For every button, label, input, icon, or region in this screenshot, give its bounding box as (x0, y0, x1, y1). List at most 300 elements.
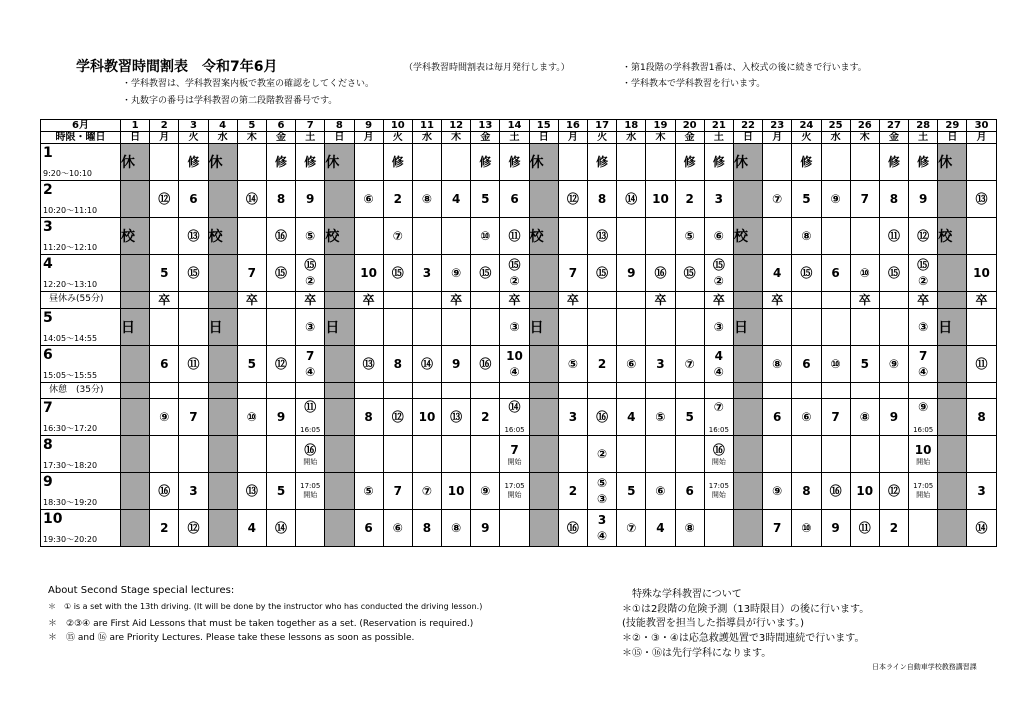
cell-content (150, 144, 178, 180)
cell-content (851, 473, 879, 509)
lesson-cell (821, 181, 850, 218)
lesson-number: 5 (685, 410, 694, 424)
closed-cell (529, 399, 558, 436)
closed-cell (733, 510, 762, 547)
lesson-cell (704, 255, 733, 292)
cell-content (588, 181, 616, 217)
period-label-cell (41, 383, 121, 399)
day-number: 2 (150, 120, 179, 132)
day-number: 18 (617, 120, 646, 132)
cell-content (238, 218, 266, 254)
lesson-number: ⑨ (451, 266, 462, 280)
closed-char: 日 (938, 320, 953, 336)
period-label-cell (41, 436, 121, 473)
lesson-cell (237, 346, 266, 383)
lesson-cell (179, 399, 208, 436)
day-number: 17 (588, 120, 617, 132)
lesson-number: 8 (802, 484, 811, 498)
lesson-number: ⑥ (713, 229, 724, 243)
closed-char: 休 (529, 155, 544, 171)
day-number: 11 (412, 120, 441, 132)
lesson-cell (237, 510, 266, 547)
lesson-number: 修 (596, 155, 609, 169)
cell-content (150, 510, 178, 546)
lesson-number: ⑦ (684, 357, 695, 371)
weekday-label: 日 (733, 132, 762, 144)
lesson-cell (412, 218, 441, 255)
lesson-cell (471, 181, 500, 218)
lesson-cell (296, 292, 325, 309)
lesson-number: ⑮ (187, 266, 200, 280)
cell-content (442, 181, 470, 217)
cell-content (500, 473, 528, 509)
lesson-number: 10 (973, 266, 990, 280)
lesson-cell (792, 181, 821, 218)
closed-cell (325, 218, 354, 255)
lesson-number: 卒 (245, 293, 258, 307)
lesson-number: 9 (918, 192, 928, 206)
day-number: 22 (733, 120, 762, 132)
period-time: 16:30～17:20 (43, 424, 98, 433)
closed-cell (938, 346, 967, 383)
lesson-number: ⑮ (304, 258, 317, 272)
cell-content (792, 218, 820, 254)
lesson-cell (237, 144, 266, 181)
time-1705-note: 17:05 (913, 482, 934, 490)
lesson-cell (442, 309, 471, 346)
cell-content (763, 383, 791, 398)
weekday-label: 火 (588, 132, 617, 144)
period-label-cell (41, 346, 121, 383)
lesson-cell (588, 436, 617, 473)
lesson-cell (675, 309, 704, 346)
cell-content (296, 399, 324, 435)
lesson-number: 2 (597, 357, 607, 371)
lesson-cell (558, 181, 587, 218)
lesson-number: ⑮ (683, 266, 696, 280)
closed-cell (938, 510, 967, 547)
day-number: 20 (675, 120, 704, 132)
lesson-number: ⑩ (801, 521, 812, 535)
cell-content (471, 436, 499, 472)
cell-content (676, 383, 704, 398)
lesson-number: ⑬ (975, 192, 988, 206)
lesson-cell (500, 346, 529, 383)
break-row (41, 383, 997, 399)
cell-content (179, 218, 207, 254)
lesson-cell (412, 309, 441, 346)
period-label-cell (41, 144, 121, 181)
cell-content (617, 218, 645, 254)
cell-content (238, 144, 266, 180)
day-number: 28 (909, 120, 938, 132)
lesson-cell (558, 399, 587, 436)
lesson-number: ⑪ (508, 229, 521, 243)
lesson-cell (179, 309, 208, 346)
lesson-number: 卒 (858, 293, 871, 307)
cell-content (296, 309, 324, 345)
cell-content (179, 399, 207, 435)
period-row (41, 144, 997, 181)
closed-cell (325, 144, 354, 181)
closed-cell (325, 473, 354, 510)
cell-content (676, 510, 704, 546)
lesson-cell (850, 473, 879, 510)
closed-cell (208, 181, 237, 218)
lesson-cell (763, 292, 792, 309)
lesson-number: 9 (627, 266, 636, 280)
lesson-cell (909, 399, 938, 436)
cell-content (238, 436, 266, 472)
cell-content (851, 144, 879, 180)
lesson-number: 卒 (917, 293, 930, 307)
lesson-cell (646, 309, 675, 346)
cell-content (267, 181, 295, 217)
cell-content (822, 399, 850, 435)
notes-jp-line2: (技能教習を担当した指導員が行います。) (622, 618, 805, 629)
lesson-number: 卒 (975, 293, 988, 307)
lesson-cell (675, 383, 704, 399)
lesson-cell (442, 510, 471, 547)
lesson-number: 4 (773, 266, 782, 280)
lesson-number: ⑫ (917, 229, 930, 243)
cell-content (471, 383, 499, 398)
lesson-number: ⑫ (158, 192, 171, 206)
closed-char: 日 (208, 320, 223, 336)
lesson-cell (383, 292, 412, 309)
notes-en-line1: ＊ ① is a set with the 13th driving. (It will be done by the instructor who has conducted the driving lesson.) (48, 602, 483, 611)
period-label-cell (41, 292, 121, 309)
lesson-cell (471, 144, 500, 181)
lesson-number: 6 (802, 357, 811, 371)
lesson-cell (383, 510, 412, 547)
lesson-number: ⑮ (712, 258, 725, 272)
lesson-number: ⑪ (975, 357, 988, 371)
lesson-number: ⑮ (508, 258, 521, 272)
cell-content (355, 399, 383, 435)
weekday-label: 月 (150, 132, 179, 144)
closed-cell (208, 346, 237, 383)
lesson-number: ⑨ (159, 410, 170, 424)
period-label-cell (41, 399, 121, 436)
cell-content (617, 181, 645, 217)
lesson-number: 8 (364, 410, 373, 424)
lesson-cell (588, 383, 617, 399)
lesson-cell (179, 292, 208, 309)
cell-content (471, 510, 499, 546)
period-number: 4 (43, 256, 53, 272)
lesson-number: ⑨ (830, 192, 841, 206)
closed-cell (733, 181, 762, 218)
lesson-cell (704, 309, 733, 346)
lesson-cell (442, 181, 471, 218)
lesson-cell (412, 436, 441, 473)
lesson-cell (442, 399, 471, 436)
cell-content (471, 346, 499, 382)
lesson-cell (266, 436, 295, 473)
cell-content (442, 255, 470, 291)
cell-content (384, 383, 412, 398)
period-row (41, 473, 997, 510)
cell-content (617, 255, 645, 291)
day-number: 9 (354, 120, 383, 132)
cell-content (967, 292, 995, 308)
cell-content (442, 309, 470, 345)
lesson-number: ⑩ (480, 229, 491, 243)
period-time: 18:30～19:20 (43, 498, 98, 507)
cell-content (646, 346, 674, 382)
cell-content (267, 144, 295, 180)
cell-content (413, 383, 441, 398)
lesson-cell (763, 181, 792, 218)
circled-number-note: ・丸数字の番号は学科教習の第二段階教習番号です。 (122, 96, 338, 106)
weekday-label: 火 (179, 132, 208, 144)
lesson-cell (500, 473, 529, 510)
closed-cell (208, 383, 237, 399)
lesson-cell (792, 473, 821, 510)
cell-content (384, 510, 412, 546)
lesson-number: 3 (714, 192, 724, 206)
cell-content (588, 218, 616, 254)
closed-cell (733, 218, 762, 255)
lesson-cell (500, 383, 529, 399)
closed-cell (938, 181, 967, 218)
lesson-cell (617, 346, 646, 383)
lesson-cell (354, 309, 383, 346)
closed-cell (208, 473, 237, 510)
lesson-number: 4 (656, 521, 665, 535)
lesson-cell (412, 255, 441, 292)
cell-content (967, 473, 995, 509)
period-number: 10 (43, 511, 63, 527)
lesson-cell (792, 255, 821, 292)
lesson-cell (821, 144, 850, 181)
closed-cell (733, 309, 762, 346)
lesson-cell (675, 255, 704, 292)
lesson-number: 7 (568, 266, 578, 280)
closed-cell (733, 346, 762, 383)
lesson-cell (588, 510, 617, 547)
cell-content (384, 436, 412, 472)
lesson-cell (150, 383, 179, 399)
closed-cell (208, 436, 237, 473)
cell-content (179, 473, 207, 509)
cell-content (880, 346, 908, 382)
cell-content (646, 510, 674, 546)
closed-cell (938, 144, 967, 181)
lesson-cell (150, 346, 179, 383)
lesson-cell (296, 309, 325, 346)
cell-content (763, 144, 791, 180)
period-number: 6 (43, 347, 53, 363)
lesson-number: ⑧ (451, 521, 462, 535)
lesson-number: ⑤ (684, 229, 695, 243)
time-1705-note: 17:05 (504, 482, 525, 490)
lesson-number: ⑫ (275, 357, 288, 371)
lesson-cell (704, 436, 733, 473)
cell-content (588, 436, 616, 472)
lesson-number: ⑪ (858, 521, 871, 535)
weekday-label: 木 (646, 132, 675, 144)
lesson-cell (850, 399, 879, 436)
lesson-number: ⑨ (888, 357, 900, 371)
period-row (41, 436, 997, 473)
lesson-cell (967, 436, 996, 473)
cell-content (705, 436, 733, 472)
cell-content (413, 292, 441, 308)
lesson-cell (237, 292, 266, 309)
lesson-cell (412, 399, 441, 436)
lesson-cell (792, 292, 821, 309)
cell-content (559, 144, 587, 180)
day-number: 29 (938, 120, 967, 132)
lesson-number: ⑤ (567, 357, 578, 371)
closed-char: 校 (733, 229, 748, 245)
lesson-cell (792, 309, 821, 346)
lesson-cell (879, 255, 908, 292)
lesson-cell (383, 309, 412, 346)
cell-content (442, 144, 470, 180)
cell-content (296, 144, 324, 180)
lesson-number: ⑮ (887, 266, 900, 280)
lesson-cell (237, 473, 266, 510)
cell-content (792, 144, 820, 180)
lesson-cell (879, 292, 908, 309)
cell-content (500, 292, 528, 308)
cell-content (296, 181, 324, 217)
lesson-cell (967, 309, 996, 346)
lesson-number: 6 (189, 192, 198, 206)
period-header: 時限・曜日 (41, 132, 121, 144)
lesson-cell (442, 255, 471, 292)
closed-char: 日 (529, 320, 544, 336)
break-label: 休憩 (35分) (49, 385, 104, 395)
cell-content (676, 346, 704, 382)
lesson-number: 9 (306, 192, 315, 206)
lesson-cell (442, 218, 471, 255)
cell-content (267, 309, 295, 345)
period-time: 11:20～12:10 (43, 243, 98, 252)
lesson-cell (879, 383, 908, 399)
closed-cell (529, 255, 558, 292)
lesson-number: 修 (887, 155, 900, 169)
cell-content (413, 181, 441, 217)
cell-content (500, 346, 528, 382)
cell-content (413, 436, 441, 472)
cell-content (471, 399, 499, 435)
cell-content (676, 292, 704, 308)
date-header-row (41, 120, 997, 132)
lesson-number: ⑩ (246, 410, 257, 424)
lesson-cell (763, 510, 792, 547)
lesson-cell (558, 292, 587, 309)
cell-content (384, 292, 412, 308)
lesson-cell (617, 473, 646, 510)
lesson-cell (909, 218, 938, 255)
cell-content (355, 292, 383, 308)
cell-content (559, 218, 587, 254)
cell-content (413, 144, 441, 180)
cell-content (500, 510, 528, 546)
lesson-cell (617, 309, 646, 346)
lesson-number: 8 (977, 410, 986, 424)
lesson-cell (588, 309, 617, 346)
lesson-cell (266, 346, 295, 383)
cell-content (617, 473, 645, 509)
time-1605-note: 16:05 (708, 426, 729, 434)
lesson-cell (821, 399, 850, 436)
cell-content (500, 383, 528, 398)
period-time: 19:30～20:20 (43, 535, 98, 544)
lesson-number: 5 (627, 484, 636, 498)
lesson-number: ⑫ (391, 410, 404, 424)
closed-cell (733, 473, 762, 510)
lesson-cell (646, 144, 675, 181)
lesson-number: 3 (597, 513, 607, 527)
lesson-cell (850, 292, 879, 309)
cell-content (296, 346, 324, 382)
lesson-cell (442, 436, 471, 473)
weekday-label: 土 (296, 132, 325, 144)
cell-content (646, 473, 674, 509)
cell-content (355, 346, 383, 382)
page-title: 学科教習時間割表 令和7年6月 (76, 59, 278, 75)
lesson-number: ⑤ (655, 410, 666, 424)
lesson-cell (471, 218, 500, 255)
lesson-number: 9 (276, 410, 286, 424)
lesson-cell (675, 473, 704, 510)
lesson-cell (704, 383, 733, 399)
lesson-number: 10 (856, 484, 874, 498)
lesson-number: ⑦ (421, 484, 433, 498)
lesson-cell (266, 399, 295, 436)
lesson-cell (617, 255, 646, 292)
cell-content (822, 309, 850, 345)
cell-content (676, 436, 704, 472)
lesson-number: ⑥ (801, 410, 812, 424)
cell-content (355, 383, 383, 398)
lesson-number: 修 (917, 155, 930, 169)
cell-content (646, 383, 674, 398)
closed-cell (208, 144, 237, 181)
period-label-cell (41, 309, 121, 346)
lesson-number: 卒 (362, 293, 375, 307)
cell-content (384, 399, 412, 435)
lesson-number: ⑧ (421, 192, 433, 206)
lesson-number: ⑭ (975, 521, 988, 535)
cell-content (822, 436, 850, 472)
cell-content (588, 510, 616, 546)
cell-content (705, 383, 733, 398)
start-note: 開始 (303, 491, 318, 499)
closed-char: 日 (325, 320, 340, 336)
period-time: 12:20～13:10 (43, 280, 98, 289)
lesson-cell (850, 436, 879, 473)
lesson-cell (354, 436, 383, 473)
cell-content (909, 346, 937, 382)
lesson-cell (296, 473, 325, 510)
closed-cell (529, 144, 558, 181)
lesson-cell (471, 346, 500, 383)
lesson-number: 卒 (566, 293, 579, 307)
cell-content (851, 510, 879, 546)
cell-content (822, 144, 850, 180)
lesson-cell (763, 218, 792, 255)
lesson-number: ⑮ (917, 258, 930, 272)
cell-content (355, 181, 383, 217)
closed-cell (938, 309, 967, 346)
time-1605-note: 16:05 (913, 426, 934, 434)
